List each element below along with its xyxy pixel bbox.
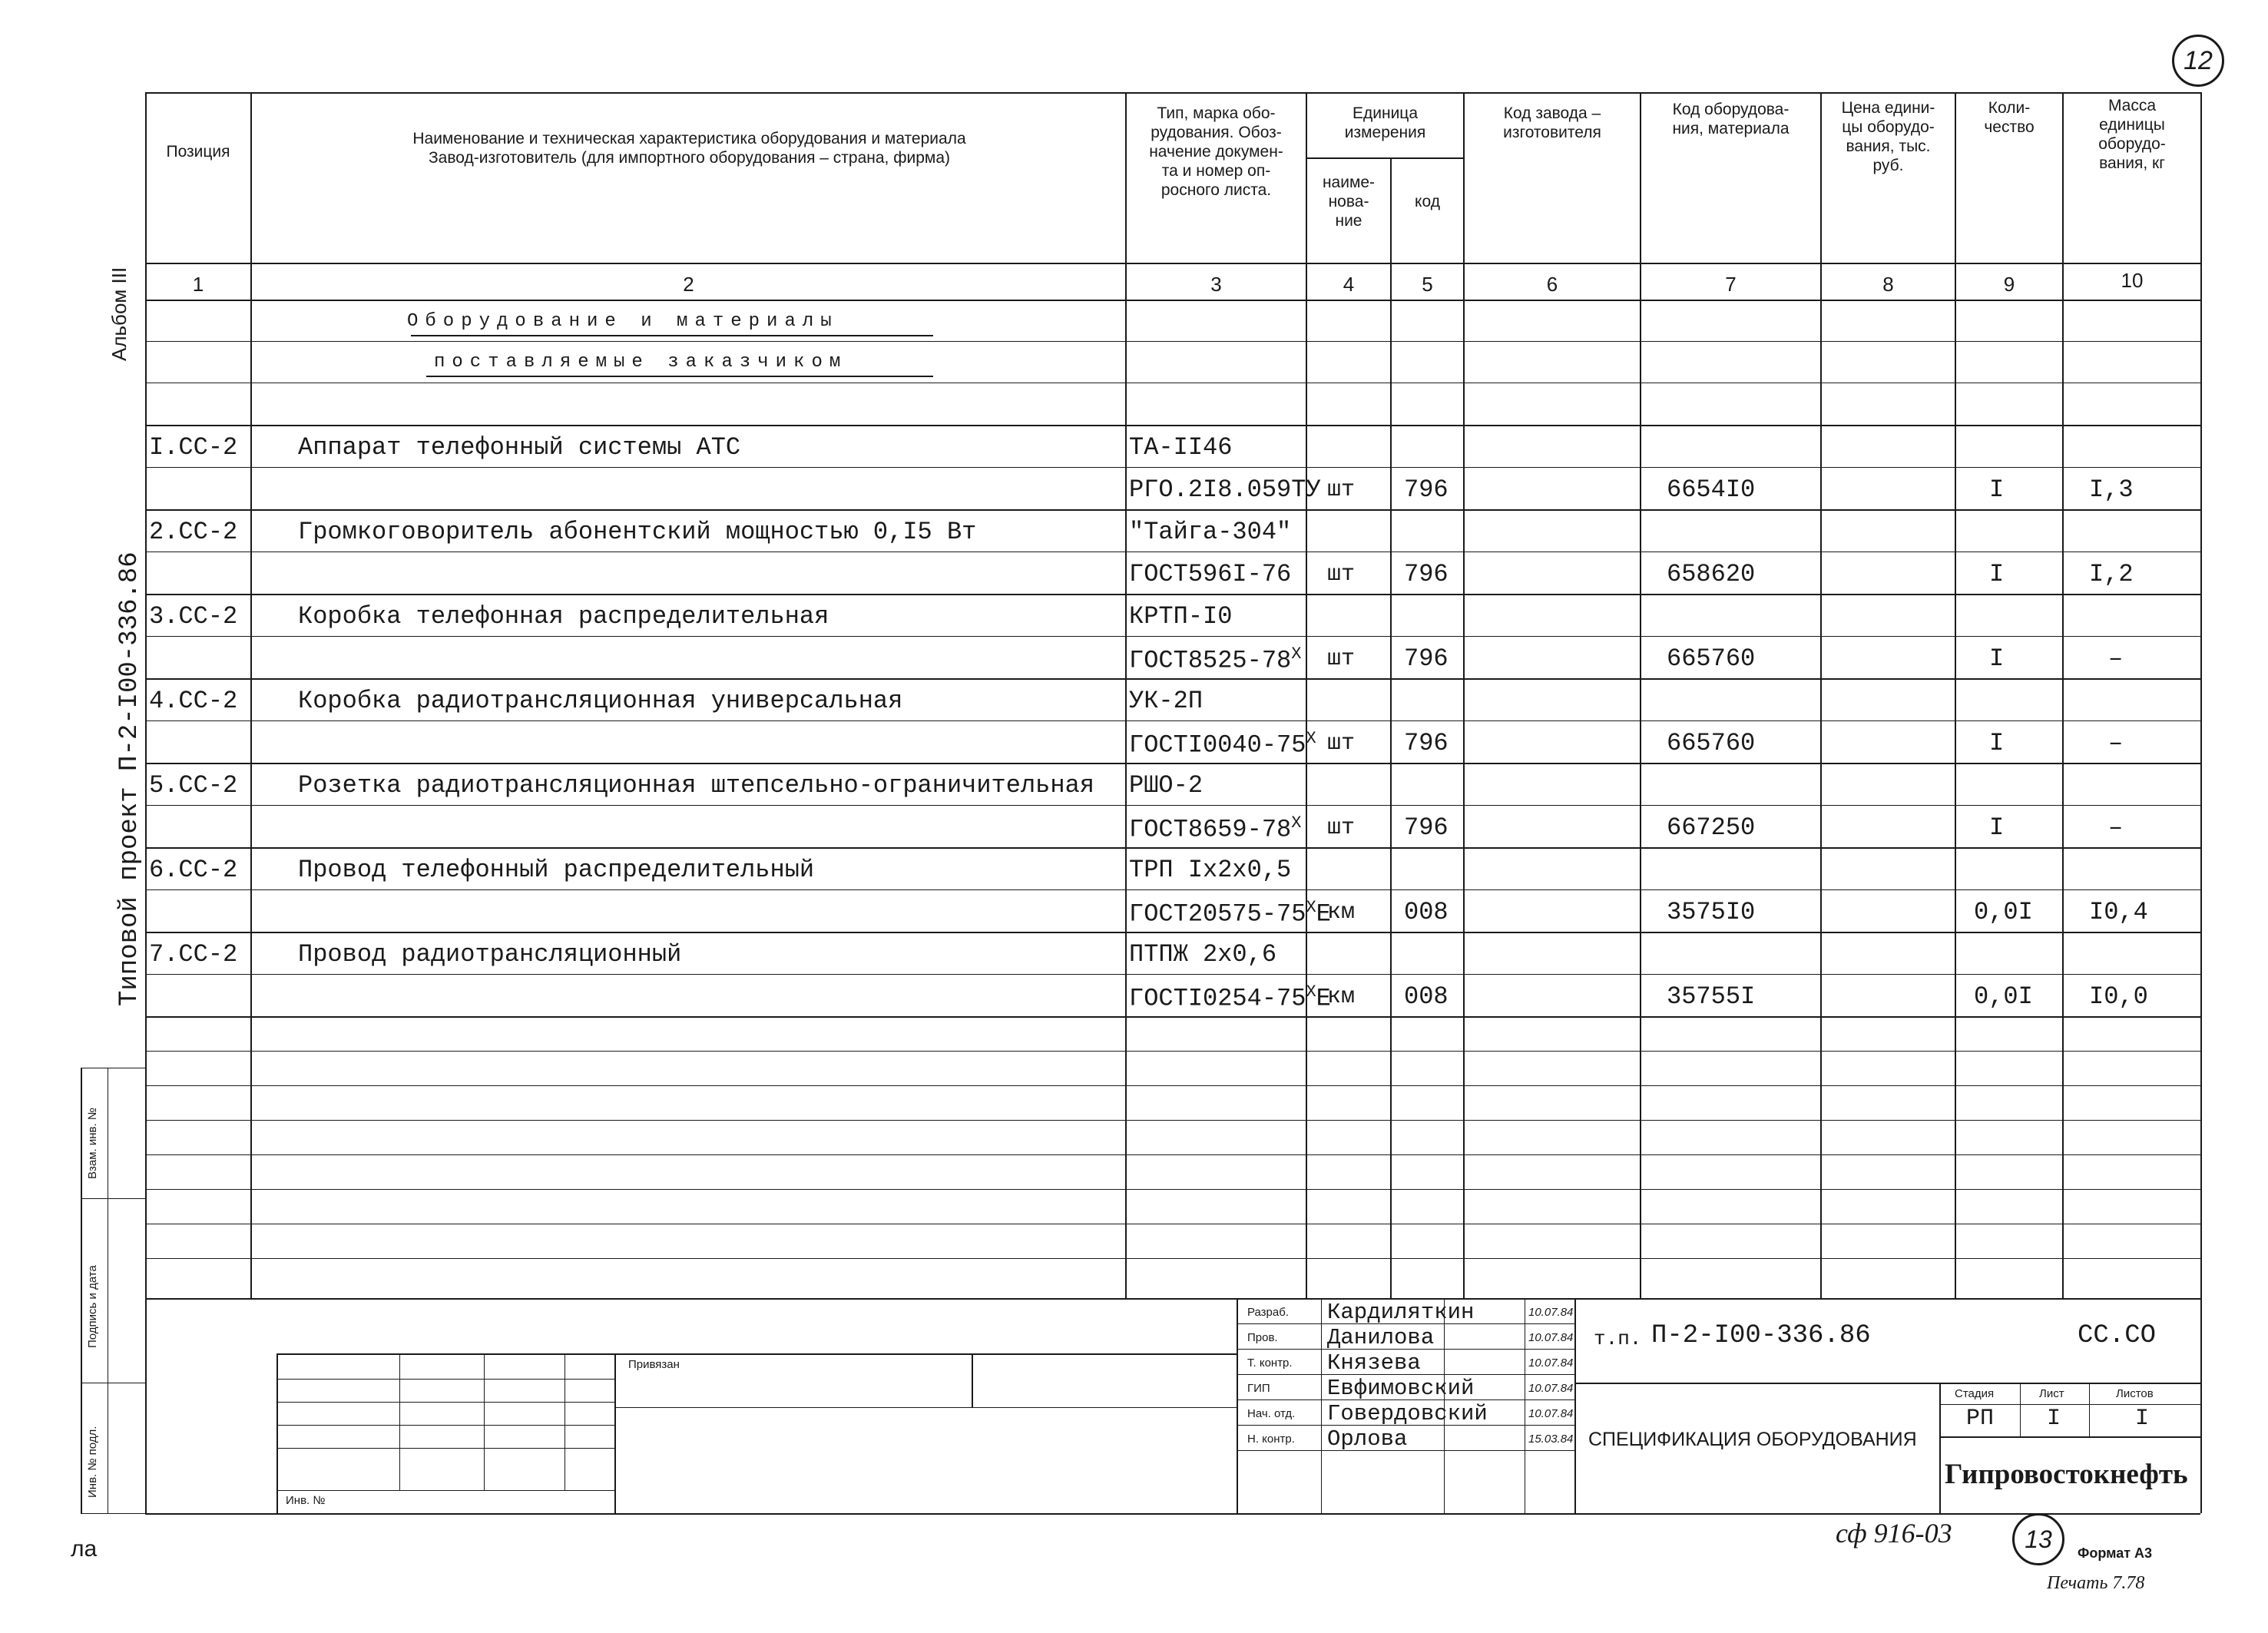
item-position: 7.СС-2 (149, 940, 238, 969)
column-number: 7 (1725, 273, 1737, 296)
signature-name: Орлова (1327, 1426, 1408, 1452)
item-type: "Тайга-304" (1129, 518, 1292, 546)
item-material-code: 665760 (1667, 644, 1756, 673)
signature-role: Нач. отд. (1247, 1407, 1296, 1420)
signature-name: Кардиляткин (1327, 1300, 1475, 1325)
section-title-line-1: Оборудование и материалы (407, 311, 839, 332)
organization-name: Гипровостокнефть (1945, 1459, 2188, 1490)
section-title-line-2: поставляемые заказчиком (434, 352, 848, 373)
item-name: Коробка радиотрансляционная универсальная (298, 687, 903, 715)
item-material-code: 35755I (1667, 982, 1756, 1011)
item-document-code: ГОСТ20575-75 (1129, 899, 1306, 929)
item-document-code: ГОСТI0254-75 (1129, 984, 1306, 1013)
stage-value: РП (1966, 1406, 1995, 1432)
column-number: 3 (1210, 273, 1222, 296)
sheets-value: I (2135, 1406, 2150, 1432)
margin-field-inv-original: Инв. № подл. (86, 1426, 99, 1498)
item-position: 5.СС-2 (149, 771, 238, 800)
column-number: 6 (1546, 273, 1558, 296)
item-material-code: 667250 (1667, 813, 1756, 842)
header-mass: Масса единицы оборудо- вания, кг (2098, 97, 2166, 172)
margin-field-signature: Подпись и дата (86, 1265, 99, 1348)
item-unit: шт (1327, 646, 1356, 672)
header-factory-code: Код завода – изготовителя (1503, 104, 1601, 141)
signature-role: Разраб. (1247, 1306, 1290, 1319)
signature-name: Данилова (1327, 1325, 1435, 1350)
header-quantity: Коли- чество (1984, 99, 2035, 136)
item-mass: I0,0 (2089, 982, 2148, 1011)
item-document (1129, 898, 1331, 929)
item-unit: км (1327, 899, 1356, 926)
project-label: Типовой проект П-2-I00-336.86 (115, 552, 144, 1006)
item-quantity: I (1989, 560, 2005, 588)
header-position: Позиция (166, 143, 230, 161)
item-unit: шт (1327, 815, 1356, 841)
item-unit: шт (1327, 561, 1356, 588)
item-position: 6.СС-2 (149, 856, 238, 884)
sheet-value: I (2047, 1406, 2061, 1432)
header-material-code: Код оборудова- ния, материала (1672, 101, 1790, 137)
margin-field-replace-inv: Взам. инв. № (86, 1108, 99, 1179)
item-mass: I,2 (2089, 560, 2134, 588)
sheet-number-stamp: 12 (2172, 35, 2224, 87)
signature-name: Говердовский (1327, 1401, 1488, 1426)
item-name: Аппарат телефонный системы АТС (298, 433, 741, 462)
item-unit-code: 796 (1404, 813, 1449, 842)
item-type: ТРП Iх2х0,5 (1129, 856, 1292, 884)
column-number: 10 (2121, 269, 2144, 292)
item-unit: шт (1327, 730, 1356, 757)
bottom-left-mark: ла (71, 1536, 98, 1562)
signature-role: ГИП (1247, 1382, 1270, 1395)
item-document (1129, 475, 1321, 504)
signature-date: 10.07.84 (1528, 1407, 1574, 1420)
item-document (1129, 644, 1301, 675)
print-note: Печать 7.78 (2047, 1573, 2145, 1593)
header-type: Тип, марка обо- рудования. Обоз- начение докумен- та и номер оп- росного листа. (1149, 104, 1283, 199)
item-name: Провод телефонный распределительный (298, 856, 815, 884)
item-document-code: ГОСТ8525-78 (1129, 646, 1292, 675)
doc-title: СПЕЦИФИКАЦИЯ ОБОРУДОВАНИЯ (1588, 1429, 1917, 1450)
item-mass: – (2108, 644, 2124, 673)
circled-number: 13 (2012, 1513, 2064, 1565)
item-document-code: РГО.2I8.059ТУ (1129, 475, 1321, 504)
item-mass: – (2108, 729, 2124, 757)
item-document (1129, 560, 1291, 588)
item-name: Громкоговоритель абонентский мощностью 0,I5 Вт (298, 518, 977, 546)
item-unit-code: 796 (1404, 644, 1449, 673)
signature-role: Пров. (1247, 1331, 1278, 1344)
signature-date: 10.07.84 (1528, 1306, 1574, 1319)
item-document-superscript: Х (1306, 898, 1316, 917)
sheet-label: Лист (2039, 1387, 2064, 1400)
header-unit-name: наиме- нова- ние (1322, 174, 1376, 230)
signature-date: 10.07.84 (1528, 1331, 1574, 1344)
column-number: 9 (2003, 273, 2015, 296)
item-document-superscript: Х (1291, 644, 1302, 664)
item-type: УК-2П (1129, 687, 1204, 715)
item-type: ПТПЖ 2х0,6 (1129, 940, 1277, 969)
column-number: 8 (1882, 273, 1894, 296)
item-document-suffix: Е (1316, 984, 1331, 1013)
item-unit-code: 796 (1404, 475, 1449, 504)
format-label: Формат А3 (2078, 1545, 2153, 1561)
item-name: Коробка телефонная распределительная (298, 602, 829, 631)
item-document-superscript: Х (1291, 813, 1302, 833)
item-quantity: 0,0I (1974, 898, 2033, 926)
signature-role: Н. контр. (1247, 1433, 1295, 1446)
item-document-code: ГОСТ596I-76 (1129, 560, 1292, 588)
item-unit-code: 008 (1404, 982, 1449, 1011)
item-quantity: 0,0I (1974, 982, 2033, 1011)
item-unit-code: 796 (1404, 729, 1449, 757)
item-document (1129, 729, 1316, 760)
item-material-code: 3575I0 (1667, 898, 1756, 926)
archive-number: сф 916-03 (1836, 1518, 1952, 1549)
signature-name: Князева (1327, 1350, 1421, 1376)
item-material-code: 665760 (1667, 729, 1756, 757)
column-number: 4 (1343, 273, 1355, 296)
doc-number: П-2-I00-336.86 (1651, 1321, 1871, 1350)
item-unit-code: 008 (1404, 898, 1449, 926)
item-quantity: I (1989, 813, 2005, 842)
signature-date: 10.07.84 (1528, 1356, 1574, 1370)
signature-date: 15.03.84 (1528, 1433, 1574, 1446)
header-unit-group: Единица измерения (1344, 104, 1426, 141)
item-position: 4.СС-2 (149, 687, 238, 715)
column-number: 1 (192, 273, 204, 296)
item-quantity: I (1989, 729, 2005, 757)
item-document-suffix: Е (1316, 899, 1331, 929)
item-document-superscript: Х (1306, 729, 1316, 748)
item-quantity: I (1989, 475, 2005, 504)
item-unit-code: 796 (1404, 560, 1449, 588)
signature-date: 10.07.84 (1528, 1382, 1574, 1395)
item-document-superscript: Х (1306, 982, 1316, 1002)
item-position: 3.СС-2 (149, 602, 238, 631)
item-mass: I,3 (2089, 475, 2134, 504)
item-type: КРТП-I0 (1129, 602, 1233, 631)
album-label: Альбом III (108, 267, 131, 361)
item-unit: км (1327, 984, 1356, 1010)
privyazan-label: Привязан (628, 1358, 680, 1371)
signature-role: Т. контр. (1247, 1356, 1293, 1370)
stage-label: Стадия (1955, 1387, 1995, 1400)
inv-no-label: Инв. № (286, 1494, 326, 1507)
item-document-code: ГОСТ8659-78 (1129, 815, 1292, 844)
item-material-code: 658620 (1667, 560, 1756, 588)
item-unit: шт (1327, 477, 1356, 503)
doc-code: СС.СО (2078, 1321, 2157, 1350)
item-type: РШО-2 (1129, 771, 1204, 800)
item-document (1129, 813, 1301, 844)
signature-name: Евфимовский (1327, 1376, 1475, 1401)
item-quantity: I (1989, 644, 2005, 673)
item-document-code: ГОСТI0040-75 (1129, 730, 1306, 760)
column-number: 5 (1422, 273, 1433, 296)
item-name: Провод радиотрансляционный (298, 940, 682, 969)
column-number: 2 (683, 273, 694, 296)
doc-prefix: т.п. (1594, 1327, 1642, 1350)
item-mass: I0,4 (2089, 898, 2148, 926)
item-type: ТА-II46 (1129, 433, 1233, 462)
item-document (1129, 982, 1331, 1013)
header-price: Цена едини- цы оборудо- вания, тыс. руб. (1841, 99, 1935, 174)
header-unit-code: код (1415, 193, 1440, 210)
item-name: Розетка радиотрансляционная штепсельно-ограничительная (298, 771, 1094, 800)
sheets-label: Листов (2116, 1387, 2154, 1400)
header-name: Наименование и техническая характеристика оборудования и материала Завод-изготовитель (для импортного оборудования – страна, фирма) (412, 130, 966, 167)
item-material-code: 6654I0 (1667, 475, 1756, 504)
item-mass: – (2108, 813, 2124, 842)
item-position: I.СС-2 (149, 433, 238, 462)
item-position: 2.СС-2 (149, 518, 238, 546)
